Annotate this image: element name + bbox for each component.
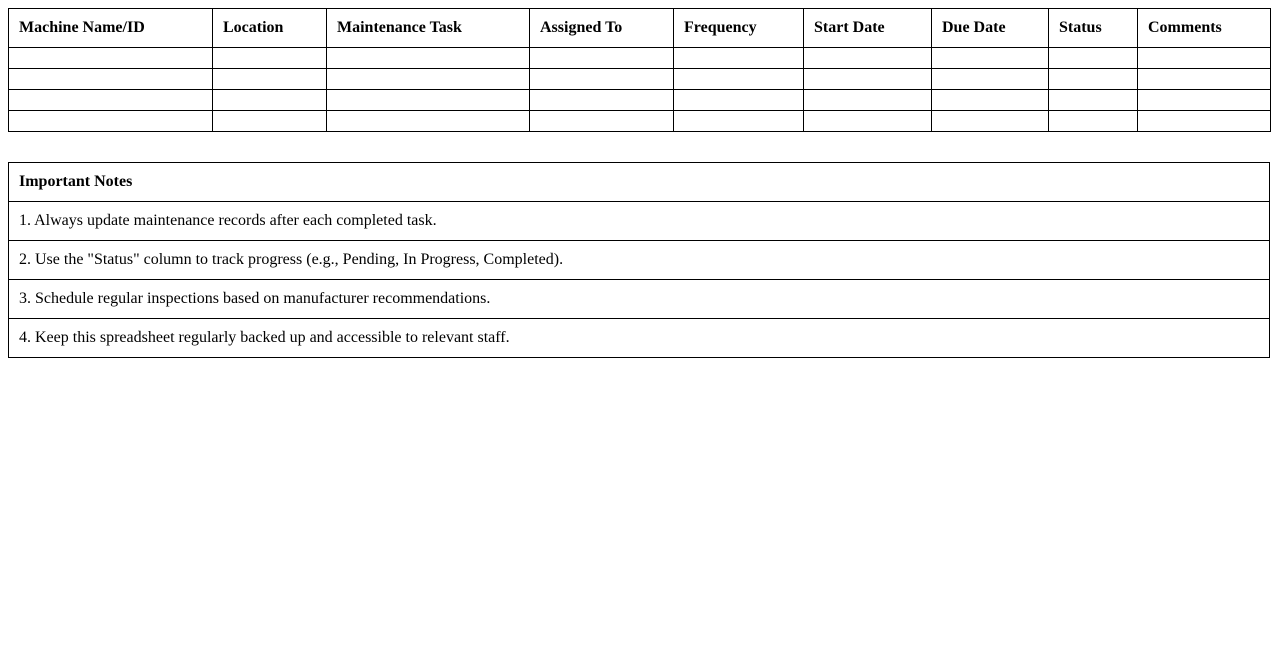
table-cell[interactable] (804, 48, 932, 69)
table-row (9, 48, 1271, 69)
table-cell[interactable] (932, 90, 1049, 111)
list-item (9, 319, 1270, 358)
list-item (9, 202, 1270, 241)
table-cell[interactable] (9, 48, 213, 69)
maintenance-table (8, 8, 1271, 132)
table-cell[interactable] (932, 48, 1049, 69)
document-body (8, 8, 1270, 358)
table-cell[interactable] (674, 48, 804, 69)
table-cell[interactable] (1138, 48, 1271, 69)
column-header-task: Maintenance Task (327, 9, 530, 48)
column-header-location: Location (213, 9, 327, 48)
table-cell[interactable] (674, 69, 804, 90)
table-cell[interactable] (932, 69, 1049, 90)
table-cell[interactable] (213, 69, 327, 90)
table-cell[interactable] (674, 111, 804, 132)
table-cell[interactable] (530, 111, 674, 132)
column-header-status: Status (1049, 9, 1138, 48)
table-cell[interactable] (1049, 111, 1138, 132)
column-header-frequency: Frequency (674, 9, 804, 48)
table-cell[interactable] (327, 111, 530, 132)
notes-header-row (9, 163, 1270, 202)
table-cell[interactable] (327, 48, 530, 69)
table-cell[interactable] (9, 90, 213, 111)
table-cell[interactable] (1049, 90, 1138, 111)
table-cell[interactable] (530, 90, 674, 111)
note-item: 2. Use the "Status" column to track progress (e.g., Pending, In Progress, Completed). (9, 241, 1270, 280)
column-header-comments: Comments (1138, 9, 1271, 48)
table-cell[interactable] (674, 90, 804, 111)
table-cell[interactable] (327, 69, 530, 90)
table-cell[interactable] (804, 69, 932, 90)
table-cell[interactable] (932, 111, 1049, 132)
table-row (9, 69, 1271, 90)
note-item: 3. Schedule regular inspections based on manufacturer recommendations. (9, 280, 1270, 319)
important-notes-table (8, 162, 1270, 358)
table-cell[interactable] (1138, 90, 1271, 111)
table-cell[interactable] (1049, 69, 1138, 90)
table-cell[interactable] (1138, 69, 1271, 90)
column-header-machine: Machine Name/ID (9, 9, 213, 48)
table-cell[interactable] (213, 111, 327, 132)
table-cell[interactable] (1049, 48, 1138, 69)
notes-title: Important Notes (9, 163, 1270, 202)
note-item: 4. Keep this spreadsheet regularly backed up and accessible to relevant staff. (9, 319, 1270, 358)
table-header-row (9, 9, 1271, 48)
table-cell[interactable] (804, 90, 932, 111)
note-item: 1. Always update maintenance records after each completed task. (9, 202, 1270, 241)
table-row (9, 90, 1271, 111)
table-cell[interactable] (1138, 111, 1271, 132)
table-cell[interactable] (9, 111, 213, 132)
list-item (9, 280, 1270, 319)
table-cell[interactable] (327, 90, 530, 111)
table-row (9, 111, 1271, 132)
table-cell[interactable] (213, 48, 327, 69)
list-item (9, 241, 1270, 280)
column-header-due-date: Due Date (932, 9, 1049, 48)
column-header-assigned: Assigned To (530, 9, 674, 48)
table-cell[interactable] (9, 69, 213, 90)
table-cell[interactable] (530, 69, 674, 90)
column-header-start-date: Start Date (804, 9, 932, 48)
table-cell[interactable] (530, 48, 674, 69)
table-cell[interactable] (213, 90, 327, 111)
table-cell[interactable] (804, 111, 932, 132)
